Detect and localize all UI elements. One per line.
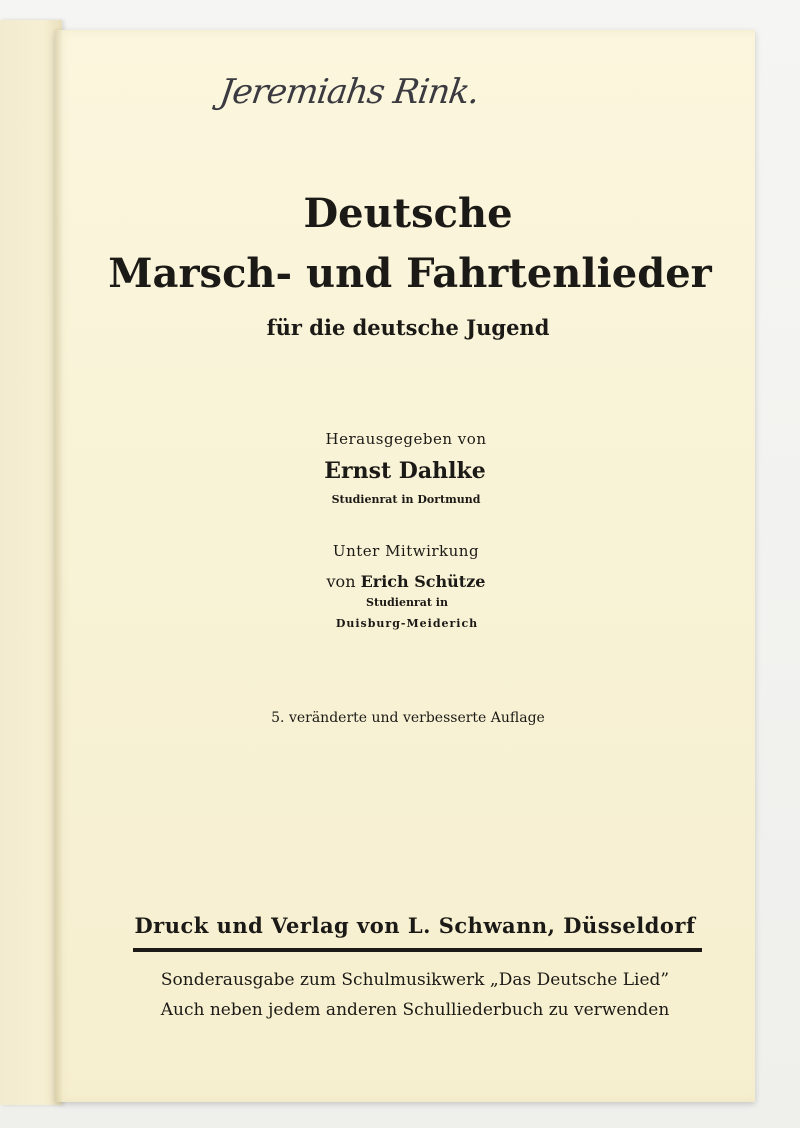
- special-edition-note: Sonderausgabe zum Schulmusikwerk „Das Deutsche Lied”: [160, 970, 670, 990]
- title-page: [55, 30, 755, 1102]
- usage-note: Auch neben jedem anderen Schulliederbuch zu verwenden: [160, 1000, 670, 1020]
- editor-label: Herausgegeben von: [325, 430, 487, 448]
- contributor-role-line2: Duisburg-Meiderich: [335, 617, 479, 630]
- handwritten-owner-name: Jeremiahs Rink.: [217, 72, 482, 112]
- publisher-line: Druck und Verlag von L. Schwann, Düsseldorf: [134, 913, 696, 938]
- book-title-line2: Marsch- und Fahrtenlieder: [108, 250, 712, 297]
- editor-role: Studienrat in Dortmund: [331, 493, 481, 506]
- contributor-label: Unter Mitwirkung: [332, 542, 480, 560]
- previous-page-edge: [0, 20, 62, 1105]
- contributor-line: [56, 572, 756, 591]
- divider-rule: [133, 948, 702, 952]
- contributor-name: Erich Schütze: [360, 572, 486, 591]
- book-title-line1: Deutsche: [303, 190, 513, 237]
- contributor-role-line1: Studienrat in: [366, 596, 448, 609]
- book-subtitle: für die deutsche Jugend: [266, 315, 550, 340]
- contributor-prefix: von: [326, 572, 356, 591]
- edition-statement: 5. veränderte und verbesserte Auflage: [271, 710, 545, 726]
- editor-name: Ernst Dahlke: [324, 458, 486, 484]
